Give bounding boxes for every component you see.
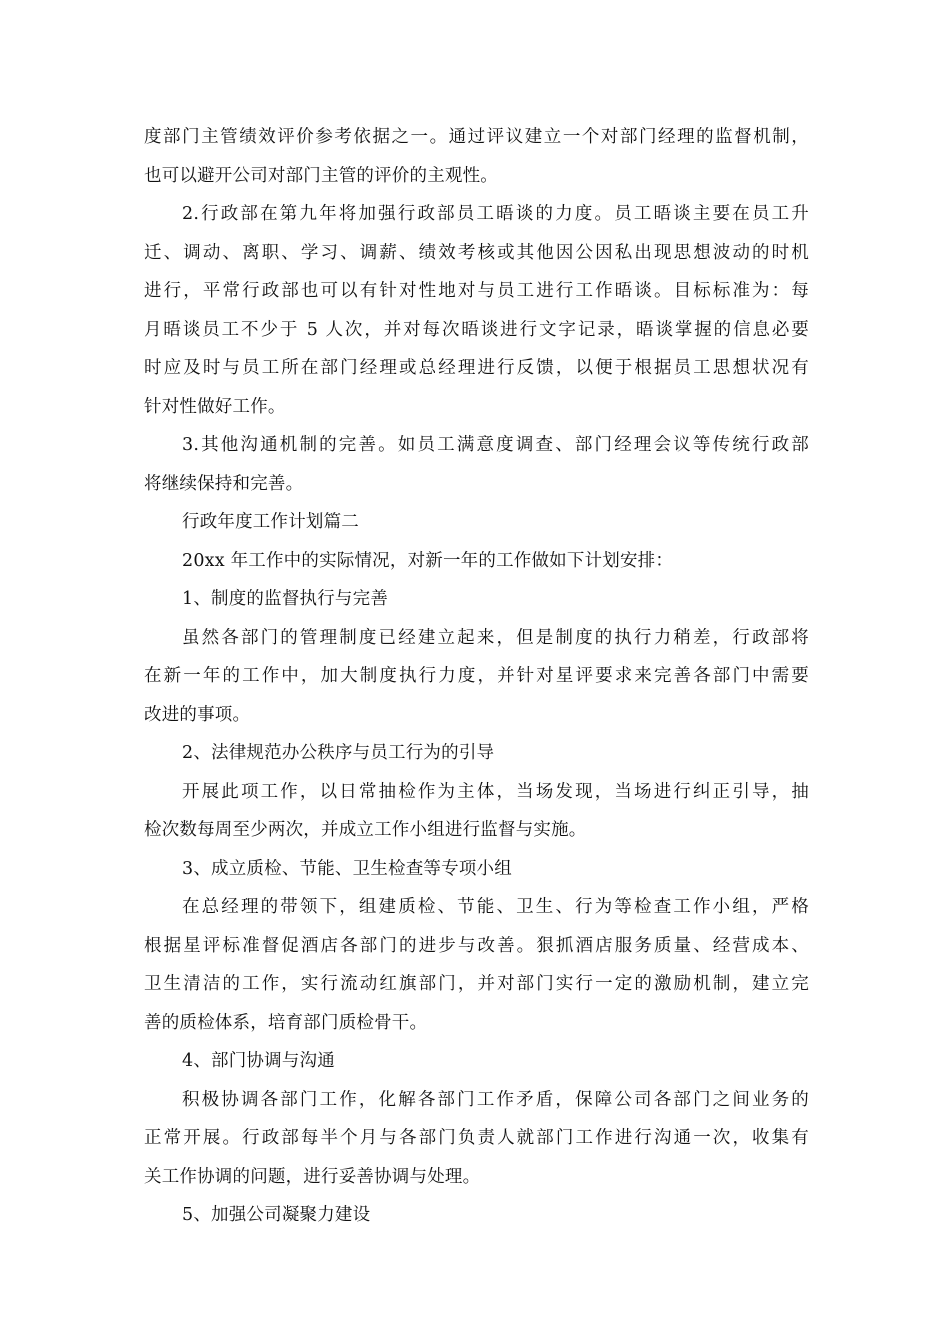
text-line: 时应及时与员工所在部门经理或总经理进行反馈，以便于根据员工思想状况有	[144, 358, 809, 378]
text-line: 4、部门协调与沟通	[182, 1051, 335, 1071]
text-line: 1、制度的监督执行与完善	[182, 589, 389, 609]
text-line: 20xx 年工作中的实际情况，对新一年的工作做如下计划安排：	[182, 550, 674, 571]
text-line: 检次数每周至少两次，并成立工作小组进行监督与实施。	[144, 820, 587, 840]
text-line: 迁、调动、离职、学习、调薪、绩效考核或其他因公因私出现思想波动的时机	[144, 242, 809, 263]
text-line: 也可以避开公司对部门主管的评价的主观性。	[144, 165, 498, 186]
text-line: 2.行政部在第九年将加强行政部员工晤谈的力度。员工晤谈主要在员工升	[182, 204, 809, 224]
text-line: 善的质检体系，培育部门质检骨干。	[144, 1012, 428, 1033]
text-line: 在总经理的带领下，组建质检、节能、卫生、行为等检查工作小组，严格	[182, 897, 809, 917]
text-line: 3.其他沟通机制的完善。如员工满意度调查、部门经理会议等传统行政部	[182, 435, 809, 455]
text-line: 卫生清洁的工作，实行流动红旗部门，并对部门实行一定的激励机制，建立完	[144, 974, 809, 994]
text-line: 进行，平常行政部也可以有针对性地对与员工进行工作晤谈。目标标准为：每	[144, 281, 809, 301]
text-line: 根据星评标准督促酒店各部门的进步与改善。狠抓酒店服务质量、经营成本、	[144, 935, 809, 956]
text-line: 行政年度工作计划篇二	[182, 512, 359, 532]
text-line: 5、加强公司凝聚力建设	[182, 1205, 371, 1225]
text-line: 正常开展。行政部每半个月与各部门负责人就部门工作进行沟通一次，收集有	[144, 1128, 809, 1148]
text-line: 将继续保持和完善。	[144, 473, 304, 494]
text-line: 虽然各部门的管理制度已经建立起来，但是制度的执行力稍差，行政部将	[182, 627, 809, 648]
text-line: 积极协调各部门工作，化解各部门工作矛盾，保障公司各部门之间业务的	[182, 1089, 809, 1110]
text-line: 改进的事项。	[144, 704, 251, 725]
text-line: 针对性做好工作。	[144, 396, 286, 417]
text-line: 度部门主管绩效评价参考依据之一。通过评议建立一个对部门经理的监督机制，	[144, 127, 809, 147]
text-line: 在新一年的工作中，加大制度执行力度，并针对星评要求来完善各部门中需要	[144, 666, 809, 686]
text-line: 关工作协调的问题，进行妥善协调与处理。	[144, 1166, 481, 1187]
text-line: 月晤谈员工不少于 5 人次，并对每次晤谈进行文字记录，晤谈掌握的信息必要	[144, 319, 809, 340]
text-line: 2、法律规范办公秩序与员工行为的引导	[182, 743, 495, 763]
text-line: 3、成立质检、节能、卫生检查等专项小组	[182, 858, 512, 879]
document-body	[144, 118, 809, 1235]
text-line: 开展此项工作，以日常抽检作为主体，当场发现，当场进行纠正引导，抽	[182, 781, 809, 802]
